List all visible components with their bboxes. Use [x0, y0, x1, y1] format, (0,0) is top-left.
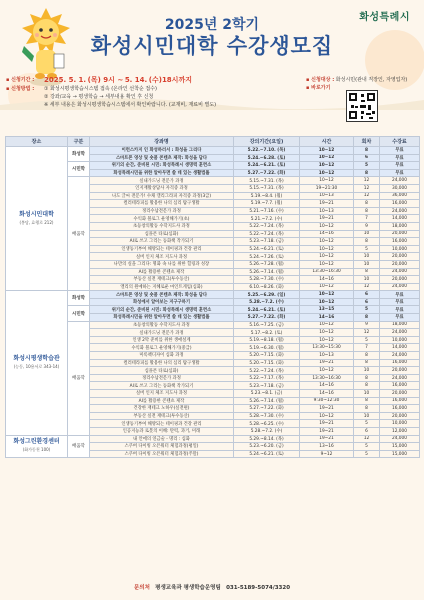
time-cell: 10~12 [300, 177, 354, 185]
count-cell: 8 [354, 359, 380, 367]
period-cell: 5.19.~7.7. (월) [234, 200, 300, 208]
period-cell: 5.23.~6.20. (금) [234, 443, 300, 451]
count-cell: 10 [354, 412, 380, 420]
fee-cell: 16,000 [380, 200, 420, 208]
course-title-cell[interactable]: 이런스카지 인 화성하러서 : 화성을 그리다 [90, 147, 234, 155]
period-cell: 5.21.~7.16. (수) [234, 207, 300, 215]
fee-cell: 24,000 [380, 283, 420, 291]
location-name: 화성그린환경센터 [13, 438, 60, 446]
table-row [6, 435, 420, 443]
count-cell: 8 [354, 207, 380, 215]
period-cell: 5.22.~7.10. (목) [234, 147, 300, 155]
time-cell: 13:30~16:30 [300, 374, 354, 382]
period-end-time: (수)18시까지 [148, 76, 192, 84]
fee-cell: 20,000 [380, 230, 420, 238]
time-cell: 13~16 [300, 443, 354, 451]
period-cell: 5.23.~7.18. (금) [234, 238, 300, 246]
course-title-cell[interactable]: 초등창의활동 수학지도사 과정 [90, 321, 234, 329]
fee-cell: 16,000 [380, 397, 420, 405]
course-title-cell[interactable]: 컬러테라피를 활용한 나의 심리 탐구생활 [90, 200, 234, 208]
fee-cell: 15,000 [380, 450, 420, 458]
count-cell: 10 [354, 230, 380, 238]
table-header-row [6, 137, 420, 147]
period-cell: 5.24.~6.28. (토) [234, 154, 300, 162]
time-cell: 19~21:30 [300, 184, 354, 192]
course-title-cell[interactable]: 부동산 실전 재테크(투수동산) [90, 276, 234, 284]
period-cell: 5.22.~7.24. (목) [234, 222, 300, 230]
course-title-cell[interactable]: 실버 인지 체조 지도사 과정 [90, 253, 234, 261]
count-cell: 9 [354, 222, 380, 230]
period-cell: 5.24.~6.21. (토) [234, 306, 300, 314]
course-title-cell[interactable]: AI로 쓰고 그리는 동화책 작가되기 [90, 238, 234, 246]
time-cell: 10~12 [300, 336, 354, 344]
time-cell: 14~16 [300, 230, 354, 238]
contact-label: 문의처 [133, 585, 150, 591]
course-title-cell[interactable]: 위기의 순간, 준비된 시민: 화성특례시 생명력 훈련소 [90, 162, 234, 170]
course-title-cell[interactable]: 심플폰 타로(심화) [90, 367, 234, 375]
course-title-cell[interactable]: 실내가드닝 전문가 과정 [90, 329, 234, 337]
count-cell: 8 [354, 352, 380, 360]
course-title-cell[interactable]: 스쿠버 다이빙 오픈워터 체험과정(주말) [90, 450, 234, 458]
fee-cell: 무료 [380, 162, 420, 170]
period-cell: 5.28.~7.2. (수) [234, 298, 300, 306]
fee-cell: 10,000 [380, 245, 420, 253]
time-cell: 19~21 [300, 359, 354, 367]
period-cell: 5.16.~7.25. (금) [234, 321, 300, 329]
notice-text: ※ 세부 내용은 화성시평생학습시스템에서 확인바랍니다. (교재비, 재료비 별도) [44, 102, 217, 108]
time-cell: 10~12 [300, 367, 354, 375]
header-location: 장소 [6, 137, 68, 147]
count-cell: 8 [354, 200, 380, 208]
category-cell: 화성학 [68, 147, 90, 162]
location-address: (능동, 10용서로 343-14) [13, 363, 60, 369]
period-cell: 5.24.~6.21. (토) [234, 162, 300, 170]
period-cell: 5.28.~7.2. (수) [234, 427, 300, 435]
time-cell: 14~16 [300, 276, 354, 284]
fee-cell: 10,000 [380, 420, 420, 428]
course-table-body [6, 147, 420, 458]
count-cell: 8 [354, 405, 380, 413]
header-fee: 수강료 [380, 137, 420, 147]
count-cell: 12 [354, 192, 380, 200]
fee-cell: 무료 [380, 306, 420, 314]
period-cell: 6.10.~8.26. (화) [234, 283, 300, 291]
fee-cell: 20,000 [380, 390, 420, 398]
count-cell: 8 [354, 238, 380, 246]
period-cell: 5.19.~8.18. (월) [234, 336, 300, 344]
period-start: 2025. 5. 1. [44, 76, 87, 84]
count-cell: 12 [354, 177, 380, 185]
time-cell: 10~12 [300, 260, 354, 268]
fee-cell: 12,000 [380, 427, 420, 435]
time-cell: 14~16 [300, 390, 354, 398]
course-title-cell[interactable]: AI를 활용한 콘텐츠 제작 [90, 268, 234, 276]
category-cell: 화성학 [68, 291, 90, 306]
table-row [6, 291, 420, 299]
course-title-cell[interactable]: 화성특례시민을 위한 알아두면 쓸 데 있는 생활법률 [90, 169, 234, 177]
fee-cell: 16,000 [380, 359, 420, 367]
course-title-cell[interactable]: 스마트폰 영상 및 숏폼 콘텐츠 제작: 화성을 담다 [90, 291, 234, 299]
course-title-cell[interactable]: 인지재활상담사 자격증 과정 [90, 184, 234, 192]
location-name: 화성시평생학습관 [13, 354, 60, 362]
count-cell: 12 [354, 329, 380, 337]
header-category: 구분 [68, 137, 90, 147]
course-table [5, 136, 420, 458]
time-cell: 19~21 [300, 420, 354, 428]
period-cell: 5.15.~7.31. (목) [234, 184, 300, 192]
count-cell: 8 [354, 169, 380, 177]
count-cell: 6 [354, 154, 380, 162]
period-cell: 5.19.~6.30. (월) [234, 344, 300, 352]
fee-cell: 15,000 [380, 443, 420, 451]
fee-cell: 24,000 [380, 435, 420, 443]
course-title-cell[interactable]: 앨리의 원예하는 지혜로운 마인트게임(심화) [90, 283, 234, 291]
period-cell: 5.15.~7.31. (목) [234, 177, 300, 185]
period-cell: 5.26.~7.14. (월) [234, 268, 300, 276]
contact-footer [0, 583, 424, 591]
period-cell: 5.23.~8.1. (금) [234, 390, 300, 398]
qr-code-icon[interactable] [346, 90, 378, 122]
time-cell: 10~12 [300, 283, 354, 291]
period-cell: 5.27.~7.22. (화) [234, 169, 300, 177]
period-cell: 5.23.~7.18. (금) [234, 382, 300, 390]
count-cell: 12 [354, 283, 380, 291]
course-title-cell[interactable]: 인생 2막 준비를 위한 생애설계 [90, 336, 234, 344]
fee-cell: 20,000 [380, 276, 420, 284]
fee-cell: 무료 [380, 314, 420, 322]
course-title-cell[interactable]: 내 안에의 연금술 - 명리 : 심화 [90, 435, 234, 443]
time-cell: 10~12 [300, 412, 354, 420]
count-cell: 7 [354, 215, 380, 223]
method-row [6, 85, 306, 93]
period-cell: 5.22.~7.17. (목) [234, 374, 300, 382]
course-title-cell[interactable]: 인공지능과 로봇의 이해: 탄력, 과거, 미래 [90, 427, 234, 435]
method-step-2: ② 강좌/교육 → 평생학습 → 세부내용 확인 후 신청 [44, 94, 154, 100]
fee-cell: 24,000 [380, 329, 420, 337]
time-cell: 13:30~16:30 [300, 268, 354, 276]
period-cell: 5.19.~8.4. (월) [234, 192, 300, 200]
fee-cell: 무료 [380, 169, 420, 177]
header-period: 강의기간(요일) [234, 137, 300, 147]
fee-cell: 20,000 [380, 253, 420, 261]
count-cell: 6 [354, 427, 380, 435]
table-row [6, 321, 420, 329]
time-cell: 10~13 [300, 352, 354, 360]
fee-cell: 24,000 [380, 352, 420, 360]
course-title-cell[interactable]: 화성특례시민을 위한 알아두면 쓸 데 있는 생활법률 [90, 314, 234, 322]
fee-cell: 18,000 [380, 321, 420, 329]
fee-cell: 24,000 [380, 177, 420, 185]
count-cell: 5 [354, 245, 380, 253]
count-cell: 8 [354, 314, 380, 322]
time-cell: 10~12 [300, 329, 354, 337]
count-cell: 12 [354, 435, 380, 443]
course-title-cell[interactable]: 심플폰 타로(심화) [90, 230, 234, 238]
course-title-cell[interactable]: 건강한 재테크 노하우(실전편) [90, 405, 234, 413]
course-title-cell[interactable]: 인생동기부여 해방되는 테이핑과 건강 관리 [90, 420, 234, 428]
period-row [6, 76, 306, 85]
course-table-wrapper [5, 136, 419, 458]
course-title-cell[interactable]: 정리수납전문가 과정 [90, 374, 234, 382]
header-course: 강좌명 [90, 137, 234, 147]
category-cell: 시민학 [68, 306, 90, 321]
location-cell [6, 147, 68, 291]
time-cell: 19~21 [300, 405, 354, 413]
time-cell: 10~12 [300, 147, 354, 155]
fee-cell: 18,000 [380, 222, 420, 230]
course-title-cell[interactable]: 위기의 순간, 준비된 시민: 화성특례시 생명력 훈련소 [90, 306, 234, 314]
time-cell: 19~21 [300, 215, 354, 223]
period-end: 5. 14. [124, 76, 148, 84]
time-cell: 10~12 [300, 245, 354, 253]
time-cell: 13:30~15:30 [300, 344, 354, 352]
time-cell: 14~16 [300, 314, 354, 322]
count-cell: 5 [354, 162, 380, 170]
fee-cell: 16,000 [380, 382, 420, 390]
course-title-cell[interactable]: AI를 활용한 콘텐츠 제작 [90, 397, 234, 405]
count-cell: 7 [354, 344, 380, 352]
time-cell: 9:30~12:30 [300, 397, 354, 405]
course-title-cell[interactable]: 미록책디자이 심화 과정 [90, 352, 234, 360]
fee-cell: 24,000 [380, 207, 420, 215]
time-cell: 10~12 [300, 321, 354, 329]
period-cell: 5.29.~8.14. (목) [234, 435, 300, 443]
count-cell: 8 [354, 374, 380, 382]
city-logo: 화성특례시 [359, 12, 410, 23]
count-cell: 6 [354, 291, 380, 299]
location-cell [6, 291, 68, 435]
count-cell: 9 [354, 321, 380, 329]
course-title-cell[interactable]: 나만의 실을 그리다: 명화 속 나를 위한 힐링과 성장 [90, 260, 234, 268]
contact-phone: 031-5189-5074/3320 [226, 585, 291, 591]
time-cell: 10~13 [300, 192, 354, 200]
time-cell: 9~12 [300, 450, 354, 458]
time-cell: 10~12 [300, 253, 354, 261]
fee-cell: 24,000 [380, 268, 420, 276]
count-cell: 5 [354, 336, 380, 344]
period-cell: 5.20.~7.15. (화) [234, 352, 300, 360]
time-cell: 19~21 [300, 200, 354, 208]
category-cell: 시민학 [68, 162, 90, 177]
count-cell: 10 [354, 260, 380, 268]
fee-cell: 16,000 [380, 238, 420, 246]
course-title-cell[interactable]: 수익화 블로그 운영해가기(초) [90, 215, 234, 223]
course-title-cell[interactable]: 나도 글씨 전문가! 수채 캘리그라피 자격증 과정(3급) [90, 192, 234, 200]
count-cell: 10 [354, 367, 380, 375]
time-cell: 10~13 [300, 207, 354, 215]
course-title-cell[interactable]: 컬러테라피를 활용한 나의 심리 탐구생활 [90, 359, 234, 367]
table-row [6, 306, 420, 314]
count-cell: 5 [354, 306, 380, 314]
target-label: ▪ 신청대상 : [306, 77, 335, 83]
fee-cell: 무료 [380, 154, 420, 162]
count-cell: 5 [354, 450, 380, 458]
shortcut-label: ▪ 바로가기 [306, 85, 331, 91]
period-cell: 5.24.~7.26. (토) [234, 253, 300, 261]
target-value: 화성시민(관내 직장인, 자영업자) [335, 77, 408, 83]
time-cell: 10~12 [300, 162, 354, 170]
time-cell: 14~16 [300, 382, 354, 390]
fee-cell: 14,000 [380, 215, 420, 223]
count-cell: 6 [354, 298, 380, 306]
count-cell: 8 [354, 382, 380, 390]
table-row [6, 162, 420, 170]
table-row [6, 147, 420, 155]
method-row-2 [6, 93, 306, 101]
time-cell: 19~21 [300, 427, 354, 435]
application-info [6, 76, 306, 109]
fee-cell: 24,000 [380, 374, 420, 382]
count-cell: 8 [354, 268, 380, 276]
period-label: ▪ 신청기간 : [6, 77, 35, 83]
period-cell: 5.22.~7.24. (목) [234, 367, 300, 375]
page-title: 화성시민대학 수강생모집 [90, 34, 334, 58]
period-cell: 5.25.~6.29. (일) [234, 291, 300, 299]
location-address: (봉담, 효행로 212) [19, 219, 54, 225]
method-step-1: ① 화성시평생학습시스템 접속 (온라인 선착순 접수) [44, 86, 157, 92]
time-cell: 10~12 [300, 298, 354, 306]
period-cell: 5.22.~7.24. (목) [234, 230, 300, 238]
course-title-cell[interactable]: 화성에서 알아보는 지구구하기 [90, 298, 234, 306]
count-cell: 10 [354, 390, 380, 398]
fee-cell: 무료 [380, 147, 420, 155]
course-title-cell[interactable]: 실버 인지 체조 지도사 과정 [90, 390, 234, 398]
fee-cell: 20,000 [380, 260, 420, 268]
fee-cell: 30,000 [380, 184, 420, 192]
notice-row [6, 101, 306, 109]
period-cell: 5.24.~6.21. (토) [234, 450, 300, 458]
fee-cell: 14,000 [380, 344, 420, 352]
count-cell: 8 [354, 147, 380, 155]
count-cell: 5 [354, 420, 380, 428]
time-cell: 13~15 [300, 306, 354, 314]
fee-cell: 무료 [380, 298, 420, 306]
period-cell: 5.27.~7.22. (화) [234, 314, 300, 322]
period-cell: 5.28.~7.30. (수) [234, 276, 300, 284]
period-cell: 5.28.~6.25. (수) [234, 420, 300, 428]
count-cell: 10 [354, 253, 380, 261]
course-title-cell[interactable]: 부동산 실전 재테크(투수동산) [90, 412, 234, 420]
header-count: 회차 [354, 137, 380, 147]
period-cell: 5.27.~7.22. (화) [234, 405, 300, 413]
fee-cell: 무료 [380, 291, 420, 299]
semester-title: 2025년 2학기 [164, 17, 260, 33]
course-title-cell[interactable]: 정리수납전문가 과정 [90, 207, 234, 215]
time-cell: 10~12 [300, 291, 354, 299]
fee-cell: 16,000 [380, 405, 420, 413]
count-cell: 10 [354, 276, 380, 284]
category-cell: 배움학 [68, 177, 90, 291]
fee-cell: 36,000 [380, 192, 420, 200]
course-title-cell[interactable]: 초등창의활동 수학지도사 과정 [90, 222, 234, 230]
course-title-cell[interactable]: 실내가드닝 전문가 과정 [90, 177, 234, 185]
period-start-time: (목) 9시 ~ [87, 76, 124, 84]
count-cell: 12 [354, 184, 380, 192]
time-cell: 10~12 [300, 169, 354, 177]
count-cell: 8 [354, 397, 380, 405]
period-cell: 5.20.~7.15. (화) [234, 359, 300, 367]
time-cell: 19~21 [300, 435, 354, 443]
time-cell: 10~12 [300, 154, 354, 162]
time-cell: 10~12 [300, 222, 354, 230]
period-cell: 5.26.~7.14. (월) [234, 397, 300, 405]
category-cell: 배움학 [68, 435, 90, 458]
time-cell: 10~12 [300, 238, 354, 246]
fee-cell: 10,000 [380, 336, 420, 344]
table-row [6, 177, 420, 185]
category-cell: 배움학 [68, 321, 90, 435]
period-cell: 5.21.~7.2. (수) [234, 215, 300, 223]
course-title-cell[interactable]: 수익화 블로그 운영해가기(중급) [90, 344, 234, 352]
course-title-cell[interactable]: 스마트폰 영상 및 숏폼 콘텐츠 제작: 화성을 담다 [90, 154, 234, 162]
course-title-cell[interactable]: AI로 쓰고 그리는 동화책 작가되기 [90, 382, 234, 390]
period-cell: 5.26.~7.28. (월) [234, 260, 300, 268]
method-label: ▪ 신청방법 : [6, 86, 35, 92]
location-name: 화성시민대학 [19, 210, 54, 218]
course-title-cell[interactable]: 인생동기부여 해방되는 테이핑과 건강 관리 [90, 245, 234, 253]
course-title-cell[interactable]: 스쿠버 다이빙 오픈워터 체험과정(평일) [90, 443, 234, 451]
period-cell: 5.17.~8.2. (토) [234, 329, 300, 337]
fee-cell: 20,000 [380, 367, 420, 375]
location-cell [6, 435, 68, 458]
fee-cell: 20,000 [380, 412, 420, 420]
contact-dept: 평생교육과 평생학습운영팀 [155, 585, 221, 591]
location-address: (화가동천 100) [22, 447, 51, 453]
period-cell: 5.28.~7.30. (수) [234, 412, 300, 420]
count-cell: 5 [354, 443, 380, 451]
period-cell: 5.24.~6.21. (토) [234, 245, 300, 253]
header-time: 시간 [300, 137, 354, 147]
